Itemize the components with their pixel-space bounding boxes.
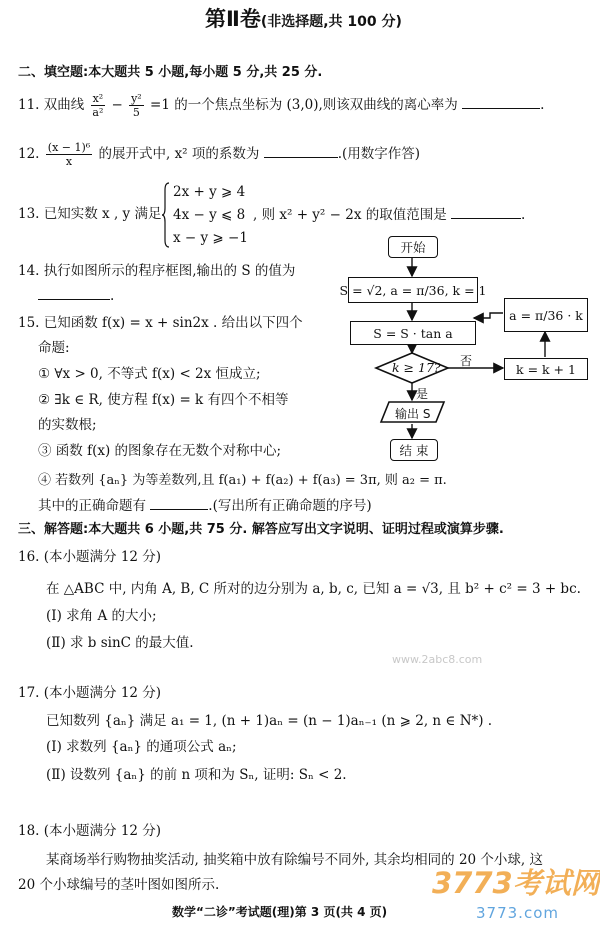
q15-line-1: 15. 已知函数 f(x) = x + sin2x . 给出以下四个 xyxy=(18,315,303,331)
q15-proposition-2a: ② ∃k ∈ R, 使方程 f(x) = k 有四个不相等 xyxy=(38,392,289,408)
flowchart-no-label: 否 xyxy=(460,354,473,368)
flowchart-assign-s: S = S · tan a xyxy=(350,321,476,345)
q11-prefix: 11. 双曲线 xyxy=(18,97,85,113)
q11-fraction-y: $\frac{\text{y²}}{5}$ xyxy=(131,92,142,119)
flowchart-yes-label: 是 xyxy=(416,387,429,401)
q16-part-2: (Ⅱ) 求 b sinC 的最大值. xyxy=(46,635,194,651)
logo-url-text: 3773.com xyxy=(476,904,559,922)
q16-title: 16. (本小题满分 12 分) xyxy=(18,549,162,565)
flowchart-increment: k = k + 1 xyxy=(504,358,588,380)
flowchart-condition: k ≥ 17? xyxy=(392,360,441,375)
q15-proposition-1: ① ∀x > 0, 不等式 f(x) < 2x 恒成立; xyxy=(38,366,261,382)
flowchart-end: 结 束 xyxy=(390,439,438,461)
page-title-main: 第Ⅱ卷 xyxy=(205,7,261,31)
q18-line-2: 20 个小球编号的茎叶图如图所示. xyxy=(18,877,220,893)
q12-suffix: 的展开式中, x² 项的系数为 xyxy=(98,146,260,162)
q18-title: 18. (本小题满分 12 分) xyxy=(18,823,162,839)
q17-part-1: (Ⅰ) 求数列 {aₙ} 的通项公式 aₙ; xyxy=(46,739,237,755)
q12-fraction: $\frac{\text{(x − 1)⁶}}{x}$ xyxy=(47,141,91,168)
q12-end: .(用数字作答) xyxy=(337,146,421,162)
flowchart-output: 输出 S xyxy=(395,407,431,421)
site-logo xyxy=(432,864,600,930)
q17-title: 17. (本小题满分 12 分) xyxy=(18,685,162,701)
question-14: 14. 执行如图所示的程序框图,输出的 S 的值为 xyxy=(18,263,296,279)
q17-part-2: (Ⅱ) 设数列 {aₙ} 的前 n 项和为 Sₙ, 证明: Sₙ < 2. xyxy=(46,767,347,783)
q13-end: . xyxy=(521,207,526,223)
logo-main-text: 3773考试网 xyxy=(432,866,600,900)
page-footer: 数学“二诊”考试题(理)第 3 页(共 4 页) xyxy=(172,905,388,919)
section-heading-fill-in: 二、填空题:本大题共 5 小题,每小题 5 分,共 25 分. xyxy=(18,65,323,80)
watermark-text: www.2abc8.com xyxy=(392,653,483,666)
q16-part-1: (Ⅰ) 求角 A 的大小; xyxy=(46,608,157,624)
q14-end: . xyxy=(110,288,115,304)
q15-conclusion-prefix: 其中的正确命题有 xyxy=(38,498,146,514)
q11-minus: − xyxy=(111,97,123,113)
q15-conclusion-suffix: .(写出所有正确命题的序号) xyxy=(208,498,372,514)
q12-prefix: 12. xyxy=(18,146,40,162)
flowchart-update-a: a = π/36 · k xyxy=(504,298,588,332)
q16-body: 在 △ABC 中, 内角 A, B, C 所对的边分别为 a, b, c, 已知 a = √3, 且 b² + c² = 3 + bc. xyxy=(46,581,581,597)
q11-end: . xyxy=(540,97,545,113)
q15-line-2: 命题: xyxy=(38,340,70,356)
flowchart-init: S = √2, a = π/36, k = 1 xyxy=(348,277,478,303)
flowchart-start: 开始 xyxy=(388,236,438,258)
q13-inequality-1: 2x + y ⩾ 4 xyxy=(173,184,246,200)
q13-inequality-2: 4x − y ⩽ 8 xyxy=(173,207,246,223)
q17-body: 已知数列 {aₙ} 满足 a₁ = 1, (n + 1)aₙ = (n − 1)aₙ₋₁ (n ⩾ 2, n ∈ N*) . xyxy=(46,713,493,729)
q15-proposition-4: ④ 若数列 {aₙ} 为等差数列,且 f(a₁) + f(a₂) + f(a₃) = 3π, 则 a₂ = π. xyxy=(38,473,447,488)
q13-inequality-3: x − y ⩾ −1 xyxy=(173,230,248,246)
q11-suffix: =1 的一个焦点坐标为 (3,0),则该双曲线的离心率为 xyxy=(150,97,458,113)
q13-prefix: 13. 已知实数 x , y 满足 xyxy=(18,206,162,222)
q11-fraction-x: $\frac{\text{x²}}{\text{a²}}$ xyxy=(92,92,104,119)
q15-proposition-3: ③ 函数 f(x) 的图象存在无数个对称中心; xyxy=(38,443,282,459)
page-title-sub: (非选择题,共 100 分) xyxy=(260,14,402,30)
q13-suffix: , 则 x² + y² − 2x 的取值范围是 xyxy=(253,207,447,223)
section-heading-solutions: 三、解答题:本大题共 6 小题,共 75 分. 解答应写出文字说明、证明过程或演算步骤. xyxy=(18,522,504,537)
q15-proposition-2b: 的实数根; xyxy=(38,417,97,433)
q18-line-1: 某商场举行购物抽奖活动, 抽奖箱中放有除编号不同外, 其余均相同的 20 个小球, 这 xyxy=(46,852,544,868)
